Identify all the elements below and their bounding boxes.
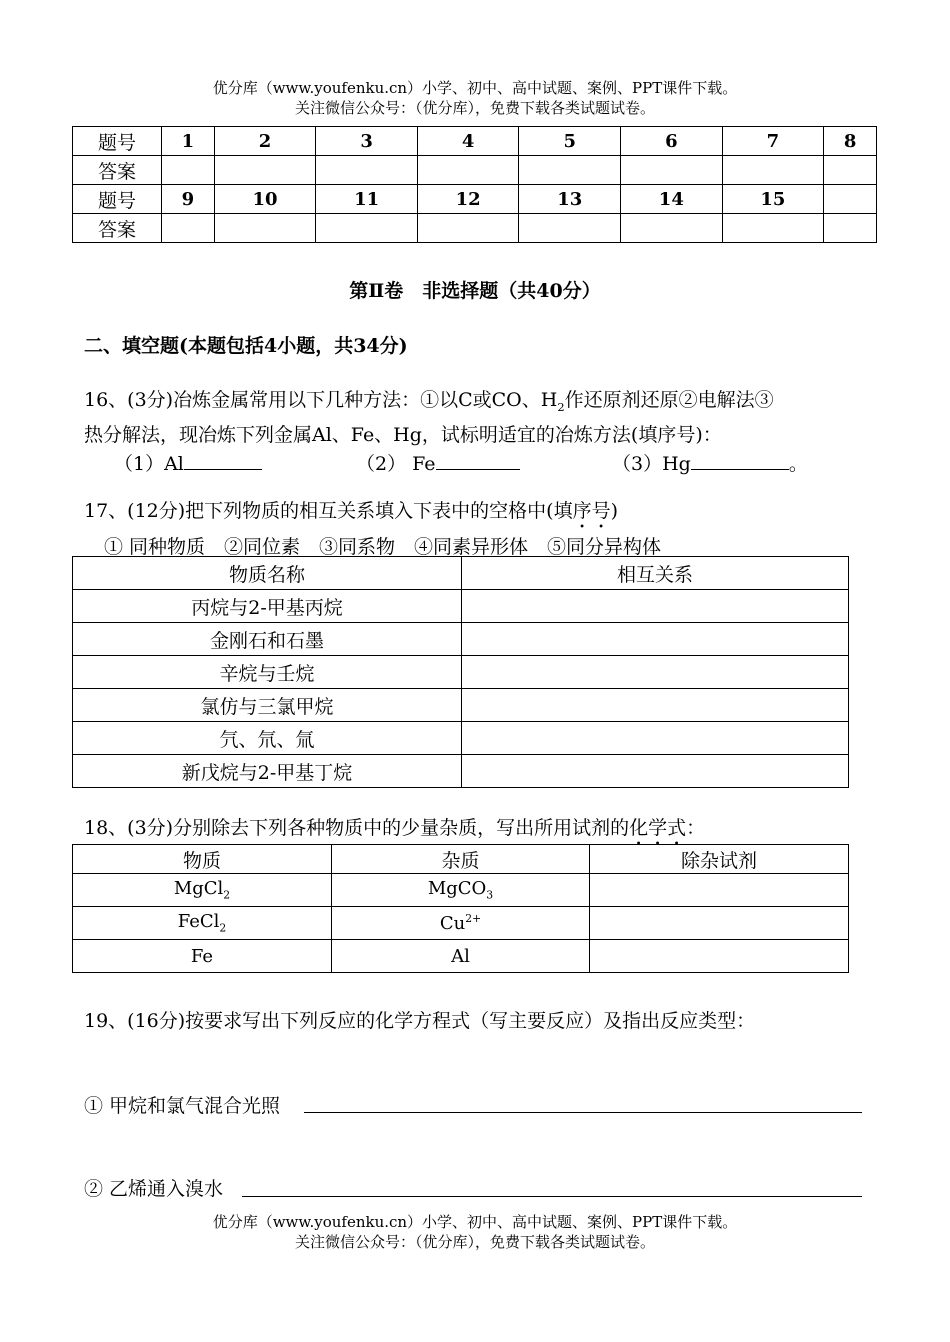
- question-number: 12: [417, 185, 519, 214]
- substance-cell: MgCl$_2$: [73, 874, 332, 907]
- substance-pair: 辛烷与壬烷: [73, 656, 462, 689]
- substance-pair: 丙烷与2-甲基丙烷: [73, 590, 462, 623]
- table-row: [73, 755, 849, 788]
- column-header: 杂质: [332, 845, 590, 874]
- question-number: 13: [519, 185, 621, 214]
- relation-cell[interactable]: [462, 590, 849, 623]
- blank-line[interactable]: [242, 1196, 862, 1197]
- table-row: [73, 689, 849, 722]
- answer-cell[interactable]: [621, 214, 723, 243]
- impurity-table: [72, 844, 849, 973]
- question-number: 2: [214, 127, 316, 156]
- answer-cell[interactable]: [162, 156, 215, 185]
- relation-cell[interactable]: [462, 755, 849, 788]
- answer-cell[interactable]: [316, 156, 418, 185]
- section-title: 第Ⅱ卷 非选择题（共40分）: [349, 280, 601, 302]
- answer-cell[interactable]: [519, 156, 621, 185]
- question-16: [84, 386, 874, 477]
- question-18: 18、(3分)分别除去下列各种物质中的少量杂质，写出所用试剂的化学式：: [84, 817, 706, 839]
- q17-options: ① 同种物质 ②同位素 ③同系物 ④同素异形体 ⑤同分异构体: [104, 536, 662, 558]
- answer-cell[interactable]: [417, 156, 519, 185]
- answer-cell[interactable]: [824, 214, 877, 243]
- question-number: 3: [316, 127, 418, 156]
- answer-cell[interactable]: [519, 214, 621, 243]
- q16-items: [84, 449, 874, 477]
- q16-item-3: （3）Hg 。: [612, 449, 808, 478]
- table-row: [73, 185, 877, 214]
- substance-cell: Fe: [73, 940, 332, 973]
- row-label: 答案: [73, 214, 162, 243]
- column-header: 相互关系: [462, 557, 849, 590]
- substance-pair: 氯仿与三氯甲烷: [73, 689, 462, 722]
- answer-cell[interactable]: [722, 156, 824, 185]
- q16-line-2: 热分解法，现冶炼下列金属Al、Fe、Hg，试标明适宜的冶炼方法(填序号)：: [84, 423, 722, 446]
- answer-cell[interactable]: [417, 214, 519, 243]
- table-row: [73, 156, 877, 185]
- answer-cell[interactable]: [824, 156, 877, 185]
- reagent-cell[interactable]: [590, 874, 849, 907]
- question-number: 4: [417, 127, 519, 156]
- page-header: [0, 78, 950, 118]
- table-row: [73, 656, 849, 689]
- question-number: 6: [621, 127, 723, 156]
- row-label: 答案: [73, 156, 162, 185]
- reagent-cell[interactable]: [590, 907, 849, 940]
- relation-table: [72, 556, 849, 788]
- column-header: 除杂试剂: [590, 845, 849, 874]
- answer-cell[interactable]: [214, 156, 316, 185]
- blank-line[interactable]: [691, 449, 789, 470]
- question-number: 7: [722, 127, 824, 156]
- impurity-cell: $Cu^{2+}$: [332, 907, 590, 940]
- relation-cell[interactable]: [462, 623, 849, 656]
- relation-cell[interactable]: [462, 722, 849, 755]
- table-row: [73, 845, 849, 874]
- answer-cell[interactable]: [722, 214, 824, 243]
- column-header: 物质名称: [73, 557, 462, 590]
- blank-line[interactable]: [436, 449, 520, 470]
- reagent-cell[interactable]: [590, 940, 849, 973]
- table-row: [73, 214, 877, 243]
- answer-table: [72, 126, 877, 243]
- q19-item-2: ② 乙烯通入溴水: [84, 1178, 224, 1200]
- table-row: [73, 722, 849, 755]
- impurity-cell: Al: [332, 940, 590, 973]
- question-number: 10: [214, 185, 316, 214]
- question-number: 11: [316, 185, 418, 214]
- question-number: 14: [621, 185, 723, 214]
- substance-pair: 新戊烷与2-甲基丁烷: [73, 755, 462, 788]
- substance-cell: FeCl$_2$: [73, 907, 332, 940]
- table-row: [73, 940, 849, 973]
- column-header: 物质: [73, 845, 332, 874]
- q16-item-2: （2） Fe: [356, 449, 520, 478]
- question-number: 8: [824, 127, 877, 156]
- answer-cell[interactable]: [316, 214, 418, 243]
- answer-cell[interactable]: [162, 214, 215, 243]
- table-row: [73, 590, 849, 623]
- table-row: [73, 127, 877, 156]
- question-number: 5: [519, 127, 621, 156]
- question-17: [84, 497, 874, 561]
- relation-cell[interactable]: [462, 689, 849, 722]
- footer-line-2: 关注微信公众号：（优分库），免费下载各类试题试卷。: [294, 1233, 655, 1251]
- part-title: 二、填空题(本题包括4小题，共34分): [84, 335, 408, 357]
- q16-item-1: （1）Al: [114, 449, 262, 478]
- substance-pair: 金刚石和石墨: [73, 623, 462, 656]
- page-footer: [0, 1212, 950, 1252]
- impurity-cell: MgCO$_3$: [332, 874, 590, 907]
- row-label: 题号: [73, 127, 162, 156]
- blank-line[interactable]: [184, 449, 262, 470]
- table-row: [73, 557, 849, 590]
- blank-line[interactable]: [304, 1112, 862, 1113]
- question-number: 9: [162, 185, 215, 214]
- header-line-2: 关注微信公众号：（优分库），免费下载各类试题试卷。: [294, 99, 655, 117]
- answer-cell[interactable]: [621, 156, 723, 185]
- question-number: [824, 185, 877, 214]
- question-number: 1: [162, 127, 215, 156]
- q19-item-1: ① 甲烷和氯气混合光照: [84, 1095, 281, 1117]
- q16-line-1: 16、(3分)冶炼金属常用以下几种方法：①以C或CO、$H_2$作还原剂还原②电解法③: [84, 389, 774, 414]
- table-row: [73, 907, 849, 940]
- substance-pair: 氕、氘、氚: [73, 722, 462, 755]
- header-line-1: 优分库（www.youfenku.cn）小学、初中、高中试题、案例、PPT课件下载。: [212, 79, 738, 97]
- relation-cell[interactable]: [462, 656, 849, 689]
- question-19: 19、(16分)按要求写出下列反应的化学方程式（写主要反应）及指出反应类型：: [84, 1010, 756, 1032]
- table-row: [73, 623, 849, 656]
- answer-cell[interactable]: [214, 214, 316, 243]
- question-number: 15: [722, 185, 824, 214]
- row-label: 题号: [73, 185, 162, 214]
- footer-line-1: 优分库（www.youfenku.cn）小学、初中、高中试题、案例、PPT课件下载。: [212, 1213, 738, 1231]
- q17-line-1: 17、(12分)把下列物质的相互关系填入下表中的空格中(填序号): [84, 500, 619, 522]
- table-row: [73, 874, 849, 907]
